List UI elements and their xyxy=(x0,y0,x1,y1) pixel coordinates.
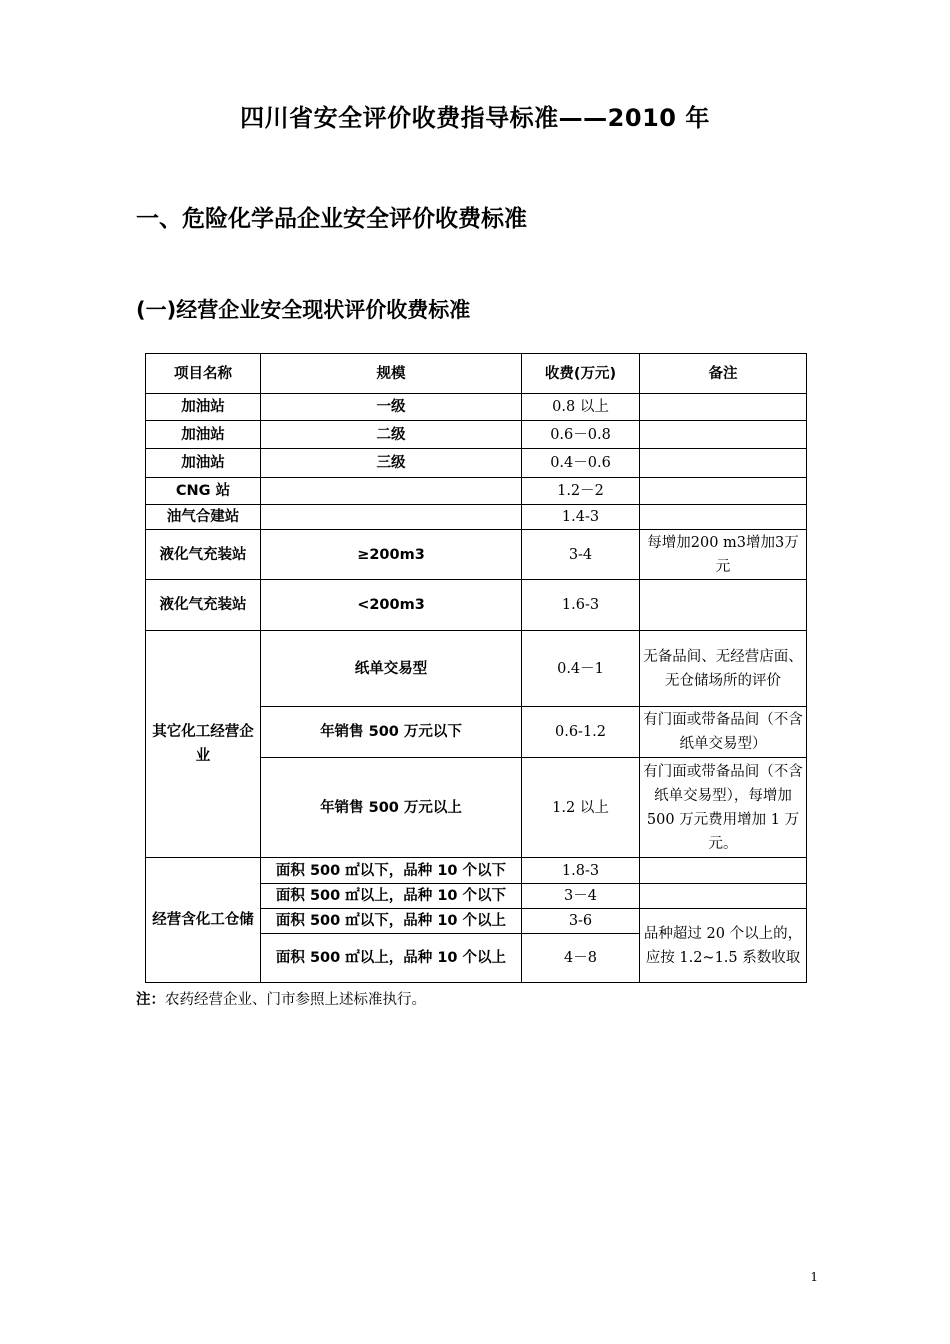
fee-standard-table xyxy=(145,353,807,983)
cell-remark xyxy=(640,394,807,421)
header-scale: 规模 xyxy=(261,354,522,394)
cell-remark xyxy=(640,421,807,449)
footnote-label: 注： xyxy=(136,992,165,1008)
cell-scale: 面积 500 ㎡以下，品种 10 个以下 xyxy=(261,858,522,884)
cell-fee: 1.4-3 xyxy=(522,505,640,530)
cell-remark xyxy=(640,580,807,631)
table-row xyxy=(146,530,807,580)
cell-fee: 0.4－0.6 xyxy=(522,449,640,478)
cell-scale: 二级 xyxy=(261,421,522,449)
section-heading: 一、危险化学品企业安全评价收费标准 xyxy=(136,206,527,232)
cell-shared-remark: 品种超过 20 个以上的，应按 1.2~1.5 系数收取 xyxy=(640,909,807,983)
cell-scale: 面积 500 ㎡以上，品种 10 个以下 xyxy=(261,884,522,909)
cell-scale: 面积 500 ㎡以上，品种 10 个以上 xyxy=(261,934,522,983)
cell-remark xyxy=(640,478,807,505)
document-title: 四川省安全评价收费指导标准——2010 年 xyxy=(240,104,710,132)
table-footnote xyxy=(136,988,426,1009)
cell-scale: <200m3 xyxy=(261,580,522,631)
subsection-heading: (一)经营企业安全现状评价收费标准 xyxy=(136,298,471,322)
cell-scale: 一级 xyxy=(261,394,522,421)
cell-fee: 0.6-1.2 xyxy=(522,707,640,758)
cell-scale xyxy=(261,478,522,505)
cell-scale xyxy=(261,505,522,530)
cell-name: 加油站 xyxy=(146,421,261,449)
cell-remark: 有门面或带备品间（不含纸单交易型） xyxy=(640,707,807,758)
cell-fee: 1.2 以上 xyxy=(522,758,640,858)
cell-scale: 纸单交易型 xyxy=(261,631,522,707)
page-number: 1 xyxy=(810,1270,818,1284)
cell-fee: 0.4－1 xyxy=(522,631,640,707)
cell-remark: 每增加200 m3增加3万元 xyxy=(640,530,807,580)
cell-remark xyxy=(640,858,807,884)
table-row xyxy=(146,449,807,478)
table-row xyxy=(146,580,807,631)
cell-name: 液化气充装站 xyxy=(146,580,261,631)
cell-scale: 年销售 500 万元以上 xyxy=(261,758,522,858)
cell-name: 油气合建站 xyxy=(146,505,261,530)
footnote-text: 农药经营企业、门市参照上述标准执行。 xyxy=(165,992,426,1008)
cell-fee: 3－4 xyxy=(522,884,640,909)
cell-fee: 0.8 以上 xyxy=(522,394,640,421)
cell-scale: 三级 xyxy=(261,449,522,478)
cell-remark: 无备品间、无经营店面、无仓储场所的评价 xyxy=(640,631,807,707)
cell-fee: 4－8 xyxy=(522,934,640,983)
table-row xyxy=(146,478,807,505)
cell-remark: 有门面或带备品间（不含纸单交易型），每增加 500 万元费用增加 1 万元。 xyxy=(640,758,807,858)
header-fee: 收费(万元) xyxy=(522,354,640,394)
table-row xyxy=(146,858,807,884)
cell-fee: 3-4 xyxy=(522,530,640,580)
cell-remark xyxy=(640,884,807,909)
cell-group-name: 其它化工经营企业 xyxy=(146,631,261,858)
cell-fee: 1.6-3 xyxy=(522,580,640,631)
cell-remark xyxy=(640,505,807,530)
cell-scale: 面积 500 ㎡以下，品种 10 个以上 xyxy=(261,909,522,934)
cell-remark xyxy=(640,449,807,478)
cell-name: 加油站 xyxy=(146,449,261,478)
cell-fee: 1.8-3 xyxy=(522,858,640,884)
table-row xyxy=(146,394,807,421)
cell-name: 液化气充装站 xyxy=(146,530,261,580)
header-remark: 备注 xyxy=(640,354,807,394)
header-project-name: 项目名称 xyxy=(146,354,261,394)
cell-group-name: 经营含化工仓储 xyxy=(146,858,261,983)
table-row xyxy=(146,505,807,530)
cell-name: 加油站 xyxy=(146,394,261,421)
cell-fee: 3-6 xyxy=(522,909,640,934)
table-row xyxy=(146,631,807,707)
cell-name: CNG 站 xyxy=(146,478,261,505)
cell-scale: 年销售 500 万元以下 xyxy=(261,707,522,758)
cell-fee: 0.6－0.8 xyxy=(522,421,640,449)
cell-fee: 1.2－2 xyxy=(522,478,640,505)
table-header-row xyxy=(146,354,807,394)
table-row xyxy=(146,421,807,449)
cell-scale: ≥200m3 xyxy=(261,530,522,580)
